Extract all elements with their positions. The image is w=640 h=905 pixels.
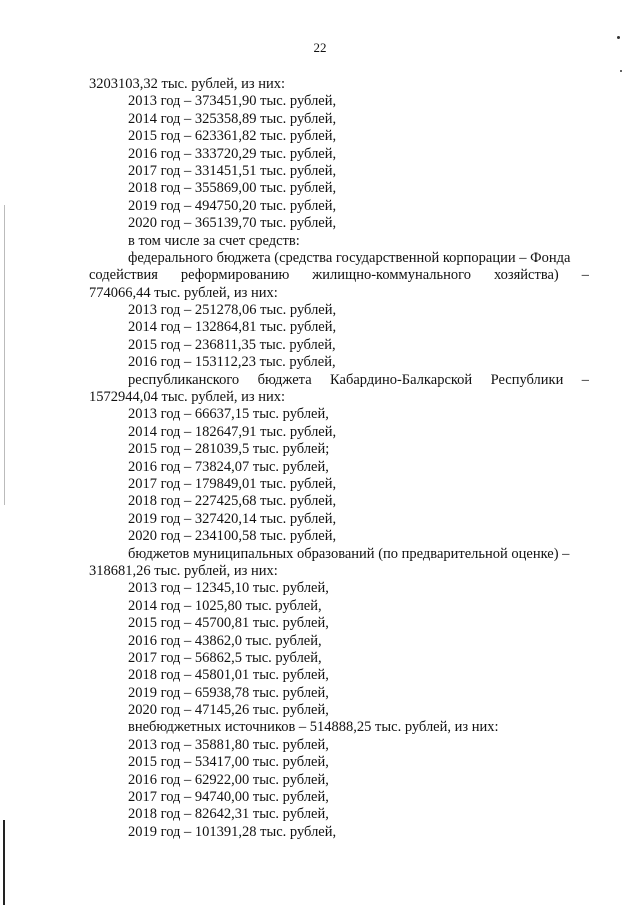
text-line: 2015 год – 281039,5 тыс. рублей;	[128, 441, 330, 458]
text-line: 2015 год – 623361,82 тыс. рублей,	[128, 128, 337, 145]
text-line: 2019 год – 327420,14 тыс. рублей,	[128, 510, 337, 527]
text-line: 2018 год – 45801,01 тыс. рублей,	[128, 667, 329, 684]
text-line: внебюджетных источников – 514888,25 тыс. рублей, из них:	[128, 719, 499, 736]
scan-dot	[620, 70, 622, 72]
text-line: 2013 год – 66637,15 тыс. рублей,	[128, 406, 329, 423]
text-line: 2017 год – 56862,5 тыс. рублей,	[128, 649, 322, 666]
text-line: 2020 год – 47145,26 тыс. рублей,	[128, 702, 329, 719]
text-line: 2018 год – 355869,00 тыс. рублей,	[128, 180, 337, 197]
text-line: 2016 год – 43862,0 тыс. рублей,	[128, 632, 322, 649]
text-line: 2016 год – 153112,23 тыс. рублей,	[128, 354, 336, 371]
text-line: 2020 год – 234100,58 тыс. рублей,	[128, 528, 337, 545]
text-line: республиканского бюджета Кабардино-Балкарской Республики –	[128, 371, 589, 388]
text-line: 2020 год – 365139,70 тыс. рублей,	[128, 215, 337, 232]
scan-mark-left-bottom	[3, 820, 5, 905]
text-line: 2015 год – 236811,35 тыс. рублей,	[128, 336, 336, 353]
text-line: 2014 год – 132864,81 тыс. рублей,	[128, 319, 337, 336]
text-line: в том числе за счет средств:	[128, 232, 300, 249]
text-line: 2014 год – 1025,80 тыс. рублей,	[128, 597, 322, 614]
text-line: 2013 год – 35881,80 тыс. рублей,	[128, 736, 329, 753]
text-line: 2015 год – 45700,81 тыс. рублей,	[128, 615, 329, 632]
text-line: бюджетов муниципальных образований (по предварительной оценке) –	[128, 545, 570, 562]
text-line: 2019 год – 101391,28 тыс. рублей,	[128, 823, 337, 840]
text-line: 2017 год – 179849,01 тыс. рублей,	[128, 475, 337, 492]
text-line: 2013 год – 373451,90 тыс. рублей,	[128, 93, 337, 110]
scan-mark-left-top	[4, 205, 5, 505]
text-line: 2013 год – 12345,10 тыс. рублей,	[128, 580, 329, 597]
text-line: федерального бюджета (средства государственной корпорации – Фонда	[128, 249, 571, 266]
text-line: 2017 год – 331451,51 тыс. рублей,	[128, 162, 337, 179]
text-line: 2018 год – 227425,68 тыс. рублей,	[128, 493, 337, 510]
text-line: 2015 год – 53417,00 тыс. рублей,	[128, 754, 329, 771]
text-line: 2013 год – 251278,06 тыс. рублей,	[128, 302, 337, 319]
text-line: 3203103,32 тыс. рублей, из них:	[89, 76, 285, 92]
text-line: 2018 год – 82642,31 тыс. рублей,	[128, 806, 329, 823]
text-line: 2016 год – 73824,07 тыс. рублей,	[128, 458, 329, 475]
text-line: 2016 год – 62922,00 тыс. рублей,	[128, 771, 329, 788]
text-line: содействия реформированию жилищно-коммунального хозяйства) –	[89, 267, 589, 284]
text-line: 2017 год – 94740,00 тыс. рублей,	[128, 789, 329, 806]
text-line: 2016 год – 333720,29 тыс. рублей,	[128, 145, 337, 162]
text-line: 774066,44 тыс. рублей, из них:	[89, 284, 278, 301]
text-line: 2019 год – 494750,20 тыс. рублей,	[128, 197, 337, 214]
text-line: 2019 год – 65938,78 тыс. рублей,	[128, 684, 329, 701]
text-line: 2014 год – 182647,91 тыс. рублей,	[128, 423, 337, 440]
page-number: 22	[313, 40, 327, 55]
scan-dot	[617, 36, 620, 39]
text-line: 318681,26 тыс. рублей, из них:	[89, 562, 278, 579]
document-body	[89, 76, 589, 841]
text-line: 2014 год – 325358,89 тыс. рублей,	[128, 110, 337, 127]
text-line: 1572944,04 тыс. рублей, из них:	[89, 389, 285, 406]
